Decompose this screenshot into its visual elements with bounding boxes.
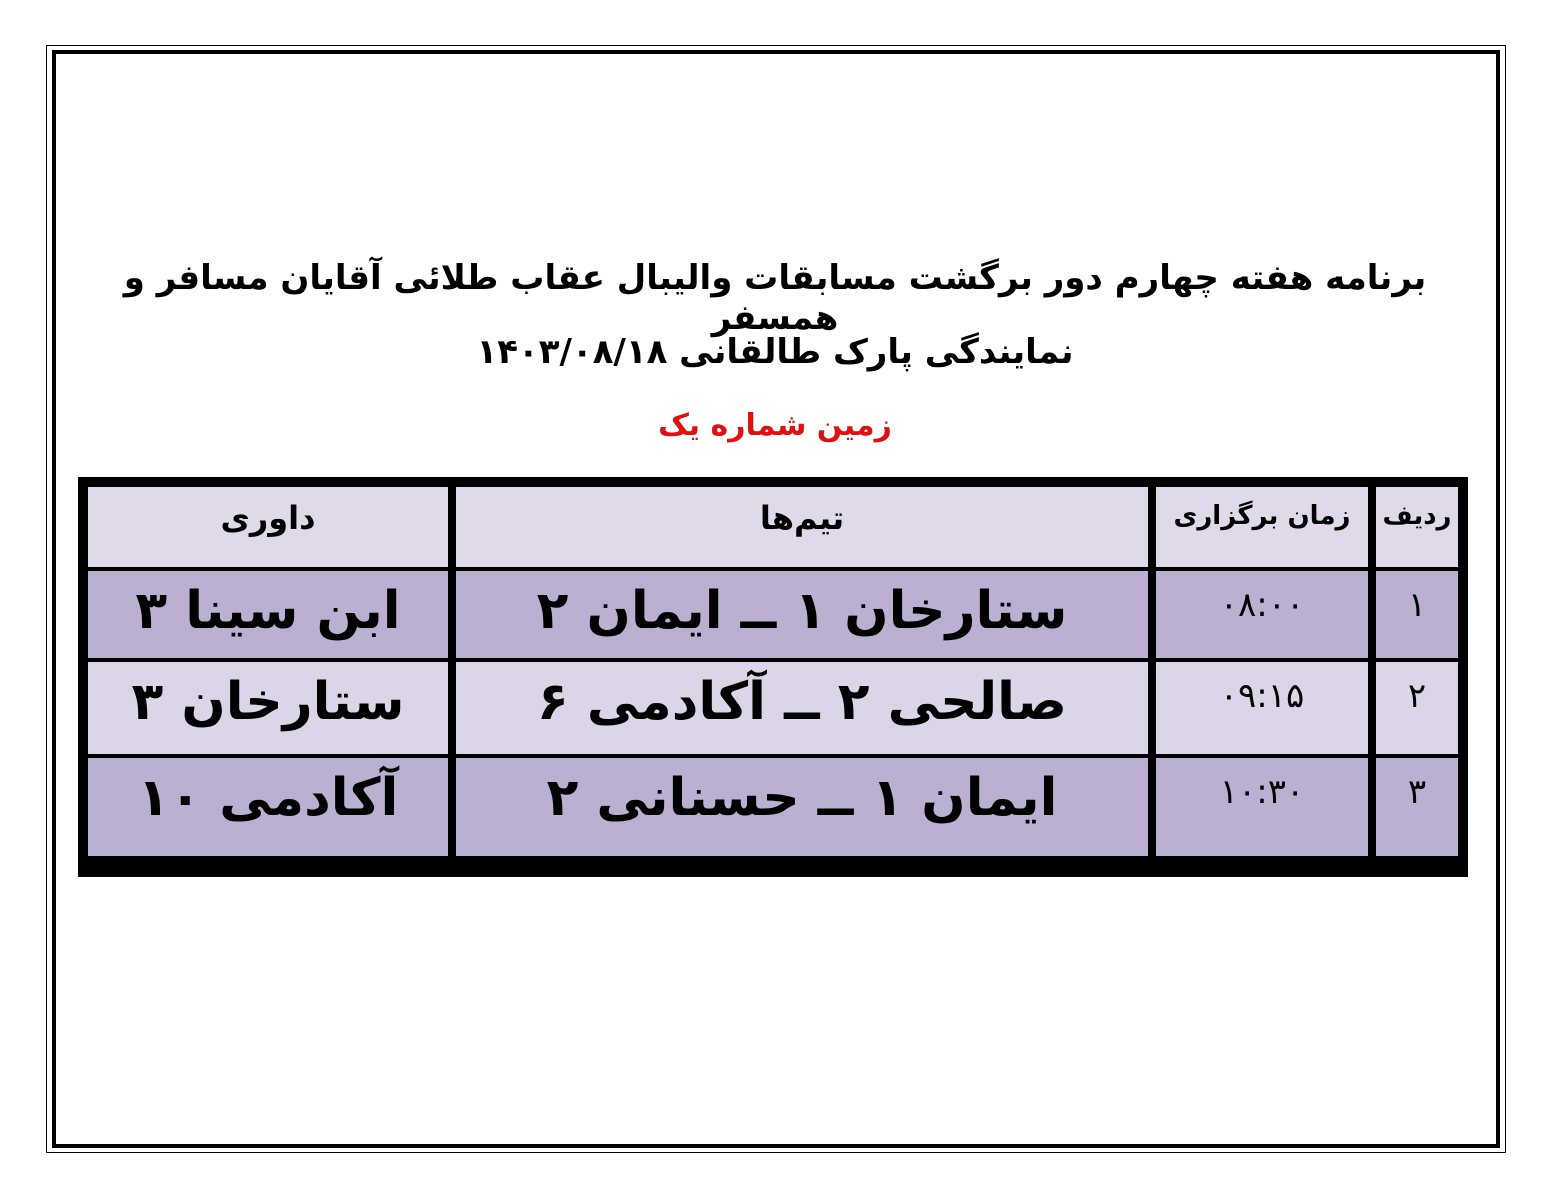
header-time: زمان برگزاری [1156, 487, 1368, 567]
row-2-teams: صالحی ۲ ــ آکادمی ۶ [456, 662, 1148, 754]
court-title: زمین شماره یک [658, 408, 892, 443]
schedule-table [78, 477, 1468, 877]
row-1-referee: ابن سینا ۳ [88, 571, 448, 658]
row-2-time: ۰۹:۱۵ [1156, 662, 1368, 754]
schedule-subtitle: نمایندگی پارک طالقانی ۱۴۰۳/۰۸/۱۸ [476, 332, 1074, 372]
header-referee: داوری [88, 487, 448, 567]
row-1-teams: ستارخان ۱ ــ ایمان ۲ [456, 571, 1148, 658]
header-teams: تیم‌ها [456, 487, 1148, 567]
header-row-number: ردیف [1376, 487, 1458, 567]
row-3-time: ۱۰:۳۰ [1156, 758, 1368, 856]
schedule-title: برنامه هفته چهارم دور برگشت مسابقات والیبال عقاب طلائی آقایان مسافر و همسفر [123, 258, 1427, 338]
row-1-time: ۰۸:۰۰ [1156, 571, 1368, 658]
row-2-referee: ستارخان ۳ [88, 662, 448, 754]
row-2-number: ۲ [1376, 662, 1458, 754]
row-3-referee: آکادمی ۱۰ [88, 758, 448, 856]
row-3-number: ۳ [1376, 758, 1458, 856]
row-1-number: ۱ [1376, 571, 1458, 658]
row-3-teams: ایمان ۱ ــ حسنانی ۲ [456, 758, 1148, 856]
